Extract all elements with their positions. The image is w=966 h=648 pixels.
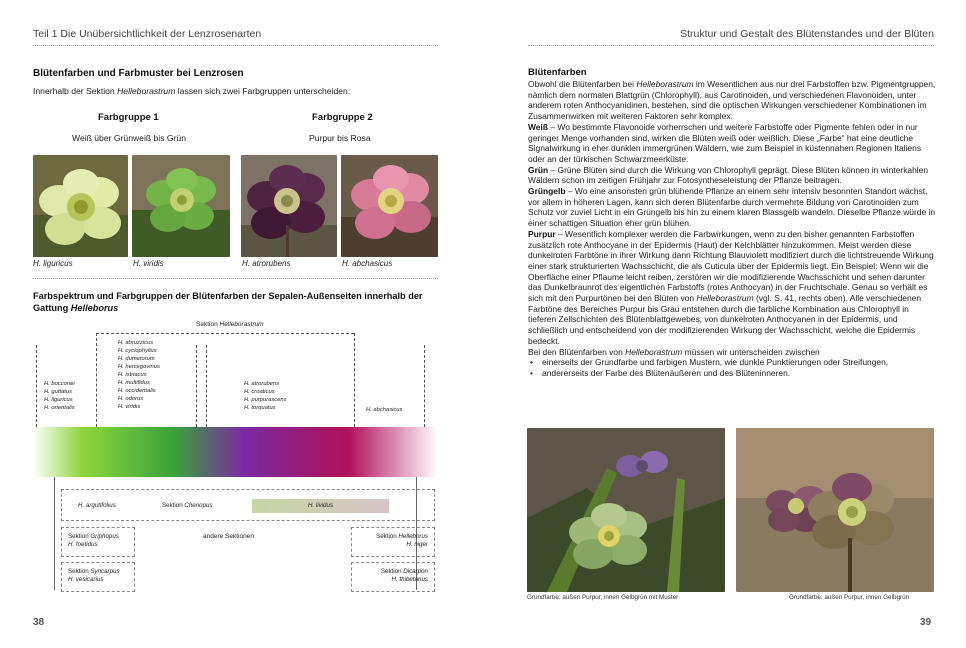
species-group-green-white: H. bocconei H. guttatus H. liguricus H. orientalis (44, 381, 75, 411)
body-text (528, 67, 936, 379)
color-spectrum-bar (33, 427, 438, 477)
page-number-right: 39 (920, 617, 932, 628)
intro-text: Innerhalb der Sektion Helleborastrum lassen sich zwei Farbgruppen unterscheiden: (33, 86, 351, 96)
caption-h-liguricus: H. liguricus (33, 259, 73, 268)
species-group-green: H. abruzzicus H. cyclophyllus H. dumetorum H. hercegovinus H. istriacus H. multifidus H. occidentalis H. odorus H. viridis (118, 340, 160, 410)
marker-line (354, 333, 355, 437)
paragraph-gruen: Grün – Grüne Blüten sind durch die Wirkung von Chlorophyll geprägt. Diese Blüten können in winterkahlen Wäldern schon im zeitigen Frühjahr zur Fotosyntheseleistung der Pflanze beitragen. (528, 164, 929, 186)
marker-line (36, 345, 37, 437)
box-griphopus: Sektion Griphopus H. foetidus (61, 527, 135, 557)
spectrum-title: Farbspektrum und Farbgruppen der Blütenfarben der Sepalen-Außenseiten innerhalb der Gattung Helleborus (33, 291, 423, 313)
right-header-rule (528, 45, 934, 46)
caption-h-atrorubens: H. atrorubens (242, 259, 291, 268)
group2-title: Farbgruppe 2 (312, 112, 373, 123)
marker-line (424, 345, 425, 437)
marker-line (96, 333, 97, 437)
photo-purple-green-1 (527, 428, 725, 592)
box-syncarpus: Sektion Syncarpus H. vesicarius (61, 562, 135, 592)
section-chenopus: Sektion Chenopus (162, 502, 213, 509)
paragraph-intro: Obwohl die Blütenfarben bei Helleborastrum im Wesentlichen aus nur drei Farbstoffen bzw. Pigmentgruppen, nämlich dem normalen Blattgrün (Chlorophyll), aus Carotinoiden, und verschiedenen Flavonoiden, unter anderem roten Anthocyanidinen, bestehen, sind die optischen Wirkungen verschiedener Kombinationen im Zusammenwirken mit weiteren Faktoren sehr komplex. (528, 79, 936, 122)
left-header-rule (33, 45, 438, 46)
page-number-left: 38 (33, 617, 45, 628)
photo-caption-2: Grundfarbe: außen Purpur, innen Gelbgrün (789, 594, 910, 601)
paragraph-unterscheiden: Bei den Blütenfarben von Helleborastrum müssen wir unterscheiden zwischen (528, 346, 820, 357)
caption-h-abchasicus: H. abchasicus (342, 259, 393, 268)
right-page (488, 0, 966, 648)
left-page (0, 0, 478, 648)
group1-title: Farbgruppe 1 (98, 112, 159, 123)
photo-purple-green-2 (736, 428, 934, 592)
paragraph-purpur: Purpur – Wesentlich komplexer werden die Farbwirkungen, wenn zu den bisher genannten Farbstoffen zusätzlich rote Anthocyane in der Epidermis (Haut) der Kelchblätter hinzukommen. Meist werden diese dunkelroten Farbtöne in ihrer Wirkung dann Richtung Blauviolett modifiziert durch die lichtstreuende Wirkung einer stark strukturierten Wachsschicht, die als Cuticula über der Epidermis liegt. Ein Beispiel: Wenn wir die Oberfläche einer Pflaume leicht reiben, zerstören wir die modifizierende Wachsschicht und sehen darunter das Dunkelbraunrot des eigentlichen Farbstoffs (rotes Anthocyan) in der Fruchtschale. Genau so verhält es sich mit den Purpurtönen bei den Blüten von Helleborastrum (vgl. S. 41, rechts oben). Alle verschiedenen Farbtöne des Bereiches Purpur bis Grau entstehen durch die farbliche Kombination aus Chlorophyll in tieferen Zellschichten des Blütenblattgewebes, von dunkelroten Anthocyanen in der Epidermis, und schließlich und entscheidend von der modifizierenden Wirkung der Wachsschicht, welche die Epidermis bedeckt. (528, 228, 934, 346)
right-running-header: Struktur und Gestalt des Blütenstandes und der Blüten (680, 28, 934, 40)
section-helleborastrum-label: Sektion Helleborastrum (196, 321, 264, 328)
section-title: Blütenfarben und Farbmuster bei Lenzrosen (33, 68, 244, 79)
marker-line (196, 345, 197, 437)
left-running-header: Teil 1 Die Unübersichtlichkeit der Lenzrosenarten (33, 28, 262, 40)
species-group-pink: H. abchasicus (366, 407, 403, 413)
connector-line (54, 477, 55, 590)
other-sections-label: andere Sektionen (203, 533, 254, 540)
section-divider (33, 278, 438, 279)
list-item: • einerseits der Grundfarbe und farbigen Mustern, wie dunkle Punktierungen oder Streifungen, (528, 357, 936, 368)
photo-h-abchasicus (341, 155, 438, 257)
photo-h-liguricus (33, 155, 128, 257)
species-argutifolius: H. argutifolius (78, 502, 116, 509)
group2-subtitle: Purpur bis Rosa (309, 133, 371, 143)
marker-line (206, 345, 207, 437)
species-lividus-bar: H. lividus (252, 499, 389, 513)
paragraph-gruengelb: Grüngelb – Wo eine ansonsten grün blühende Pflanze an einem sehr intensiv besonnten Standort wächst, vor allem in höheren Lagen, kann sich deren Blütenfarbe durch vermehrte Bildung von Carotinoiden zum Schutz vor zuviel Licht in ein Grüngelb bis hin zu einem klaren Blassgelb wandeln. Dieselbe Pflanze würde in einer schattigen Situation eher grün blühen. (528, 186, 936, 229)
photo-h-atrorubens (241, 155, 337, 257)
box-dicarpon: Sektion Dicarpon H. thibetanus (351, 562, 435, 592)
box-helleborus: Sektion Helleborus H. niger (351, 527, 435, 557)
paragraph-weiss: Weiß – Wo bestimmte Flavonoide vorherrschen und weitere Farbstoffe oder Pigmente fehlen oder in nur geringer Menge vorhanden sind, wirken die Blüten weiß oder weißlich. Diese „Farbe“ hat eine deutliche Signalwirkung in eher dunklen immergrünen Wäldern, wie zum Beispiel in küstennahen Regionen Italiens oder an der türkischen Schwarzmeerküste. (528, 121, 922, 164)
helleborastrum-bracket (96, 333, 354, 334)
species-group-purple: H. atrorubens H. croaticus H. purpurascens H. torquatus (244, 381, 287, 411)
group1-subtitle: Weiß über Grünweiß bis Grün (72, 133, 186, 143)
body-title: Blütenfarben (528, 67, 587, 78)
caption-h-viridis: H. viridis (133, 259, 164, 268)
photo-caption-1: Grundfarbe: außen Purpur, innen Gelbgrün mit Muster (527, 594, 679, 601)
bullet-list (528, 357, 936, 378)
other-species-row (61, 489, 435, 521)
photo-h-viridis (132, 155, 230, 257)
list-item: • andererseits der Farbe des Blütenäußeren und des Blüteninneren. (528, 368, 936, 379)
